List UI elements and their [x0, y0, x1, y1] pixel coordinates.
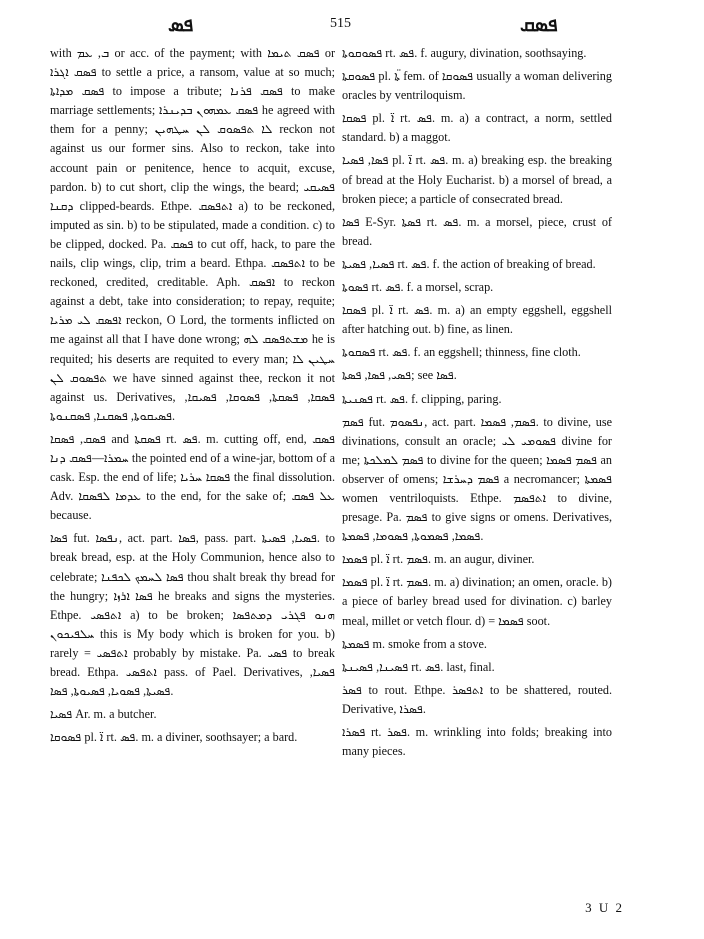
entry: ܦܣܐ fut. ܢܦܣܐ, act. part. ܦܣܐ, pass. part. ܦܣܝܐ, ܦܣܝܬܐ. to break bread, esp. at the Holy Communion, hence also to celebrate; ܦܣܐ ܠܚܡܟ ܠܟܦܢܐ thou shalt break thy bread for the hungry; ܦܣܐ ܐܪܙܐ he breaks and signs the mysteries. Ethpe. ܐܬܦܣܝ a) to be broken; ܗܢܘ ܦܓܪܝ ܕܡܬܦܣܐ ܚܠܦܝܟܘܢ this is My body which is broken for you. b) rarely = ܐܬܦܣܝ probably by mistake. Pa. ܦܣܝ to break bread. Ethpa. ܐܬܦܣܝ pass. of Pael. Derivatives, ܦܣܝܐ, ܦܣܝܬܐ, ܦܣܘܝܐ, ܦܣܝܘܬܐ, ܦܣܐ.: [50, 531, 336, 699]
entry: ܦܣܡܬܐ m. smoke from a stove.: [342, 636, 487, 651]
entry: ܦܣܩܘܬܐ rt. ܦܣ. f. an eggshell; thinness, fine cloth.: [342, 345, 581, 360]
entry: ܦܣܘܩܬܐ pl. ܬܐ̈ fem. of ܦܣܘܩܐ usually a woman delivering oracles by ventriloquism.: [342, 69, 612, 103]
entry: ܦܣܪܐ rt. ܦܣܪ. m. wrinkling into folds; breaking into many pieces.: [342, 725, 612, 759]
page-number: 515: [330, 16, 351, 31]
entry: ܦܣܡܐ pl. ܐ̈ rt. ܦܣܡ. m. an augur, diviner.: [342, 552, 535, 567]
entry: ܦܣܪ to rout. Ethpe. ܐܬܦܣܪ to be shattered, routed. Derivative, ܦܣܪܐ.: [342, 682, 613, 716]
entry-continuation: with ܒ, ܥܡ or acc. of the payment; with ܦܣܩ ܬܝܡܐ or ܦܣܩ ܐܓܪܐ to settle a price, a ransom, value at so much; ܦܣܩ ܡܕܐܬܐ to impose a tribute; ܦܣܩ ܦܪܢܐ to make marriage settlements; ܦܣܩ ܥܡܗܘܢ ܒܕܝܢܪܐ he agreed with them for a penny; ܠܐ ܬܦܣܘܩ ܠܢ ܚܛܗܝܢ reckon not against us our former sins. Also to reckon, take into account pain or penitence, hence to acquit, excuse, pardon. b) to cut short, clip the wings, the beard; ܦܣܝܩܝ ܕܩܢܐ clipped-beards. Ethpe. ܐܬܦܣܩ a) to be reckoned, imputed as sin. b) to be stipulated, made a condition. c) to be clipped, docked. Pa. ܦܣܩ to cut off, hack, to pare the nails, clip wings, clip, trim a beard. Ethpa. ܐܬܦܣܩ to be reckoned, credited, creditable. Aph. ܐܦܣܩ to reckon against a debt, take into consideration; to repay, requite; ܐܦܣܩ ܠܝ ܡܪܝܐ reckon, O Lord, the torments inflicted on me against all that I have done wrong; ܡܫܬܦܣܩ ܠܗ he is requited; his deserts are requited to every man; ܚܛܝܢ ܠܐ ܬܦܣܘܩ ܠܢ we have sinned against thee, reckon it not against us. Derivatives, ܦܣܩܐ, ܦܣܩܬܐ, ܦܣܘܩܐ, ܦܣܝܩܐ, ܦܣܝܩܘܬܐ, ܦܣܩܢܐ, ܦܣܩܢܘܬܐ.: [50, 46, 336, 423]
entry: ܦܣܡ fut. ܢܦܣܘܡ, act. part. ܦܣܡ, ܦܣܡܐ. to divine, use divinations, consult an oracle; ܦܣܘܡܝ ܠܝ divine for me; ܦܣܡ ܠܡܠܟܬܐ to divine for the queen; ܦܣܡ ܦܣܡܐ an observer of omens; ܦܣܡ ܕܚܪܫܐ a necromancer; ܦܣܡܬܐ women ventriloquists. Ethpe. ܐܬܦܣܡ to divine, presage. Pa. ܦܣܡ to give signs or omens. Derivatives, ܦܣܡܐ, ܦܣܡܘܬܐ, ܦܣܘܡܐ, ܦܣܡܬܐ.: [342, 414, 613, 544]
entry: ܦܣܐ, ܦܣܝܐ pl. ܐ̈ rt. ܦܣ. m. a) breaking esp. the breaking of bread at the Holy Eucharist. b) a morsel of bread, a broken piece; a particle of consecrated bread.: [342, 153, 612, 206]
entry: ܦܣܡܐ pl. ܐ̈ rt. ܦܣܡ. m. a) divination; an omen, oracle. b) a piece of barley bread used for divination. c) barley meal, millet or vetch flour. d) = ܦܣܡܐ soot.: [342, 575, 612, 628]
entry: ܦܣܝ, ܦܣܐ, ܦܣܬܐ; see ܦܣܐ.: [342, 368, 457, 383]
entry: ܦܣܘܩܐ pl. ܐ̈ rt. ܦܣ. m. a diviner, soothsayer; a bard.: [50, 730, 298, 745]
signature-mark: 3 U 2: [585, 900, 624, 915]
entry: ܦܣܩܐ pl. ܐ̈ rt. ܦܣ. m. a) a contract, a norm, settled standard. b) a maggot.: [342, 111, 612, 145]
entry: ܦܣܩ, ܦܣܩܐ and ܦܣܩܬܐ rt. ܦܣ. m. cutting off, end, ܦܣܩ ܚܡܪܐ—ܦܣܩ ܕܢܐ the pointed end of a wine-jar, bottom of a cask. Esp. the end of life; ܦܣܩܐ ܚܪܝܐ the final dissolution. Adv. ܥܕܡܐ ܠܦܣܩܐ to the end, for the sake of; ܥܠ ܦܣܩ because.: [50, 431, 336, 523]
right-column: [342, 44, 612, 765]
entry: ܦܣܝܢܐ, ܦܣܝܢܬܐ rt. ܦܣ. last, final.: [342, 659, 495, 674]
entry: ܦܣܘܬܐ rt. ܦܣ. f. a morsel, scrap.: [342, 280, 494, 295]
entry: ܦܣܩܐ pl. ܐ̈ rt. ܦܣ. m. a) an empty eggshell, eggshell after hatching out. b) fine, as linen.: [342, 303, 612, 337]
entry: ܦܣܐ E-Syr. ܦܣܬܐ rt. ܦܣ. m. a morsel, piece, crust of bread.: [342, 214, 612, 248]
right-catchword: ܦܣܩ: [520, 12, 558, 36]
entry: ܦܣܘܩܘܬܐ rt. ܦܣ. f. augury, divination, soothsaying.: [342, 46, 587, 60]
left-column: [50, 44, 335, 751]
entry: ܦܣܢܝܬܐ rt. ܦܣ. f. clipping, paring.: [342, 391, 502, 406]
entry: ܦܣܝܐ Ar. m. a butcher.: [50, 707, 157, 722]
entry: ܦܣܝܐ, ܦܣܝܬܐ rt. ܦܣ. f. the action of breaking of bread.: [342, 256, 596, 271]
left-catchword: ܦܣ: [168, 12, 194, 36]
running-header: [0, 10, 704, 40]
